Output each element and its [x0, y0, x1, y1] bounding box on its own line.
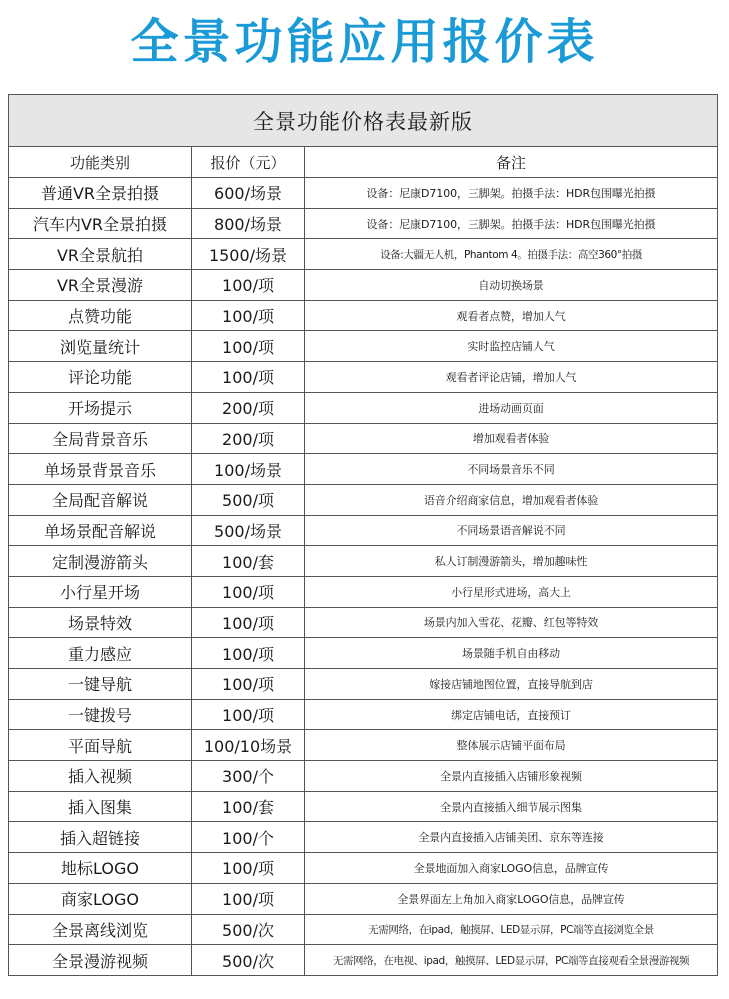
- table-row: [9, 638, 718, 669]
- note-cell: 设备：尼康D7100，三脚架。拍摄手法：HDR包围曝光拍摄: [305, 178, 718, 209]
- function-cell: 定制漫游箭头: [9, 546, 192, 577]
- table-row: [9, 454, 718, 485]
- table-row: [9, 423, 718, 454]
- note-cell: 场景内加入雪花、花瓣、红包等特效: [305, 607, 718, 638]
- price-cell: 500/次: [192, 945, 305, 976]
- price-cell: 100/个: [192, 822, 305, 853]
- price-cell: 100/项: [192, 576, 305, 607]
- table-row: [9, 484, 718, 515]
- table-row: [9, 883, 718, 914]
- function-cell: 单场景背景音乐: [9, 454, 192, 485]
- function-cell: 插入超链接: [9, 822, 192, 853]
- note-cell: 全景界面左上角加入商家LOGO信息，品牌宣传: [305, 883, 718, 914]
- function-cell: 一键拨号: [9, 699, 192, 730]
- price-cell: 100/场景: [192, 454, 305, 485]
- price-cell: 100/项: [192, 362, 305, 393]
- function-cell: 普通VR全景拍摄: [9, 178, 192, 209]
- price-cell: 100/项: [192, 853, 305, 884]
- function-cell: 场景特效: [9, 607, 192, 638]
- function-cell: 汽车内VR全景拍摄: [9, 208, 192, 239]
- price-cell: 300/个: [192, 761, 305, 792]
- table-row: [9, 945, 718, 976]
- price-cell: 200/项: [192, 392, 305, 423]
- page-title: 全景功能应用报价表: [130, 14, 599, 70]
- function-cell: VR全景漫游: [9, 270, 192, 301]
- note-cell: 全景地面加入商家LOGO信息，品牌宣传: [305, 853, 718, 884]
- function-cell: 全局背景音乐: [9, 423, 192, 454]
- price-cell: 100/项: [192, 331, 305, 362]
- note-cell: 设备：尼康D7100，三脚架。拍摄手法：HDR包围曝光拍摄: [305, 208, 718, 239]
- column-header-note: 备注: [305, 147, 718, 178]
- table-row: [9, 669, 718, 700]
- note-cell: 进场动画页面: [305, 392, 718, 423]
- function-cell: 全景漫游视频: [9, 945, 192, 976]
- function-cell: 一键导航: [9, 669, 192, 700]
- table-row: [9, 515, 718, 546]
- table-row: [9, 362, 718, 393]
- price-cell: 100/项: [192, 270, 305, 301]
- note-cell: 设备:大疆无人机，Phantom 4。拍摄手法：高空360°拍摄: [305, 239, 718, 270]
- function-cell: 开场提示: [9, 392, 192, 423]
- note-cell: 观看者点赞，增加人气: [305, 300, 718, 331]
- note-cell: 增加观看者体验: [305, 423, 718, 454]
- function-cell: VR全景航拍: [9, 239, 192, 270]
- price-table: [8, 94, 718, 976]
- function-cell: 平面导航: [9, 730, 192, 761]
- table-row: [9, 178, 718, 209]
- function-cell: 重力感应: [9, 638, 192, 669]
- function-cell: 评论功能: [9, 362, 192, 393]
- price-cell: 100/项: [192, 883, 305, 914]
- price-cell: 500/场景: [192, 515, 305, 546]
- table-row: [9, 730, 718, 761]
- function-cell: 插入图集: [9, 791, 192, 822]
- price-cell: 100/10场景: [192, 730, 305, 761]
- note-cell: 无需网络，在电视、ipad，触摸屏、LED显示屏，PC端等直接观看全景漫游视频: [305, 945, 718, 976]
- price-cell: 100/项: [192, 300, 305, 331]
- note-cell: 绑定店铺电话，直接预订: [305, 699, 718, 730]
- table-row: [9, 331, 718, 362]
- function-cell: 单场景配音解说: [9, 515, 192, 546]
- price-cell: 100/项: [192, 638, 305, 669]
- function-cell: 商家LOGO: [9, 883, 192, 914]
- price-cell: 200/项: [192, 423, 305, 454]
- note-cell: 无需网络，在ipad，触摸屏、LED显示屏，PC端等直接浏览全景: [305, 914, 718, 945]
- note-cell: 语音介绍商家信息，增加观看者体验: [305, 484, 718, 515]
- table-row: [9, 576, 718, 607]
- table-row: [9, 791, 718, 822]
- table-body: [9, 178, 718, 976]
- table-row: [9, 699, 718, 730]
- table-row: [9, 853, 718, 884]
- table-row: [9, 270, 718, 301]
- note-cell: 全景内直接插入细节展示图集: [305, 791, 718, 822]
- function-cell: 浏览量统计: [9, 331, 192, 362]
- table-caption: 全景功能价格表最新版: [9, 95, 718, 147]
- function-cell: 地标LOGO: [9, 853, 192, 884]
- table-row: [9, 239, 718, 270]
- function-cell: 插入视频: [9, 761, 192, 792]
- note-cell: 嫁接店铺地图位置，直接导航到店: [305, 669, 718, 700]
- table-row: [9, 546, 718, 577]
- note-cell: 全景内直接插入店铺形象视频: [305, 761, 718, 792]
- note-cell: 观看者评论店铺，增加人气: [305, 362, 718, 393]
- price-cell: 800/场景: [192, 208, 305, 239]
- function-cell: 点赞功能: [9, 300, 192, 331]
- note-cell: 私人订制漫游箭头，增加趣味性: [305, 546, 718, 577]
- price-table-container: [8, 94, 717, 976]
- table-row: [9, 392, 718, 423]
- function-cell: 小行星开场: [9, 576, 192, 607]
- function-cell: 全局配音解说: [9, 484, 192, 515]
- price-cell: 100/套: [192, 546, 305, 577]
- table-row: [9, 208, 718, 239]
- price-cell: 500/次: [192, 914, 305, 945]
- note-cell: 不同场景语音解说不同: [305, 515, 718, 546]
- note-cell: 场景随手机自由移动: [305, 638, 718, 669]
- table-row: [9, 914, 718, 945]
- column-header-function: 功能类别: [9, 147, 192, 178]
- function-cell: 全景离线浏览: [9, 914, 192, 945]
- table-row: [9, 822, 718, 853]
- table-row: [9, 761, 718, 792]
- note-cell: 全景内直接插入店铺美团、京东等连接: [305, 822, 718, 853]
- note-cell: 自动切换场景: [305, 270, 718, 301]
- price-cell: 600/场景: [192, 178, 305, 209]
- note-cell: 小行星形式进场，高大上: [305, 576, 718, 607]
- price-cell: 100/项: [192, 699, 305, 730]
- table-row: [9, 607, 718, 638]
- note-cell: 实时监控店铺人气: [305, 331, 718, 362]
- price-cell: 500/项: [192, 484, 305, 515]
- price-cell: 100/项: [192, 607, 305, 638]
- table-row: [9, 300, 718, 331]
- column-header-price: 报价（元）: [192, 147, 305, 178]
- price-cell: 100/项: [192, 669, 305, 700]
- price-cell: 1500/场景: [192, 239, 305, 270]
- price-cell: 100/套: [192, 791, 305, 822]
- note-cell: 不同场景音乐不同: [305, 454, 718, 485]
- note-cell: 整体展示店铺平面布局: [305, 730, 718, 761]
